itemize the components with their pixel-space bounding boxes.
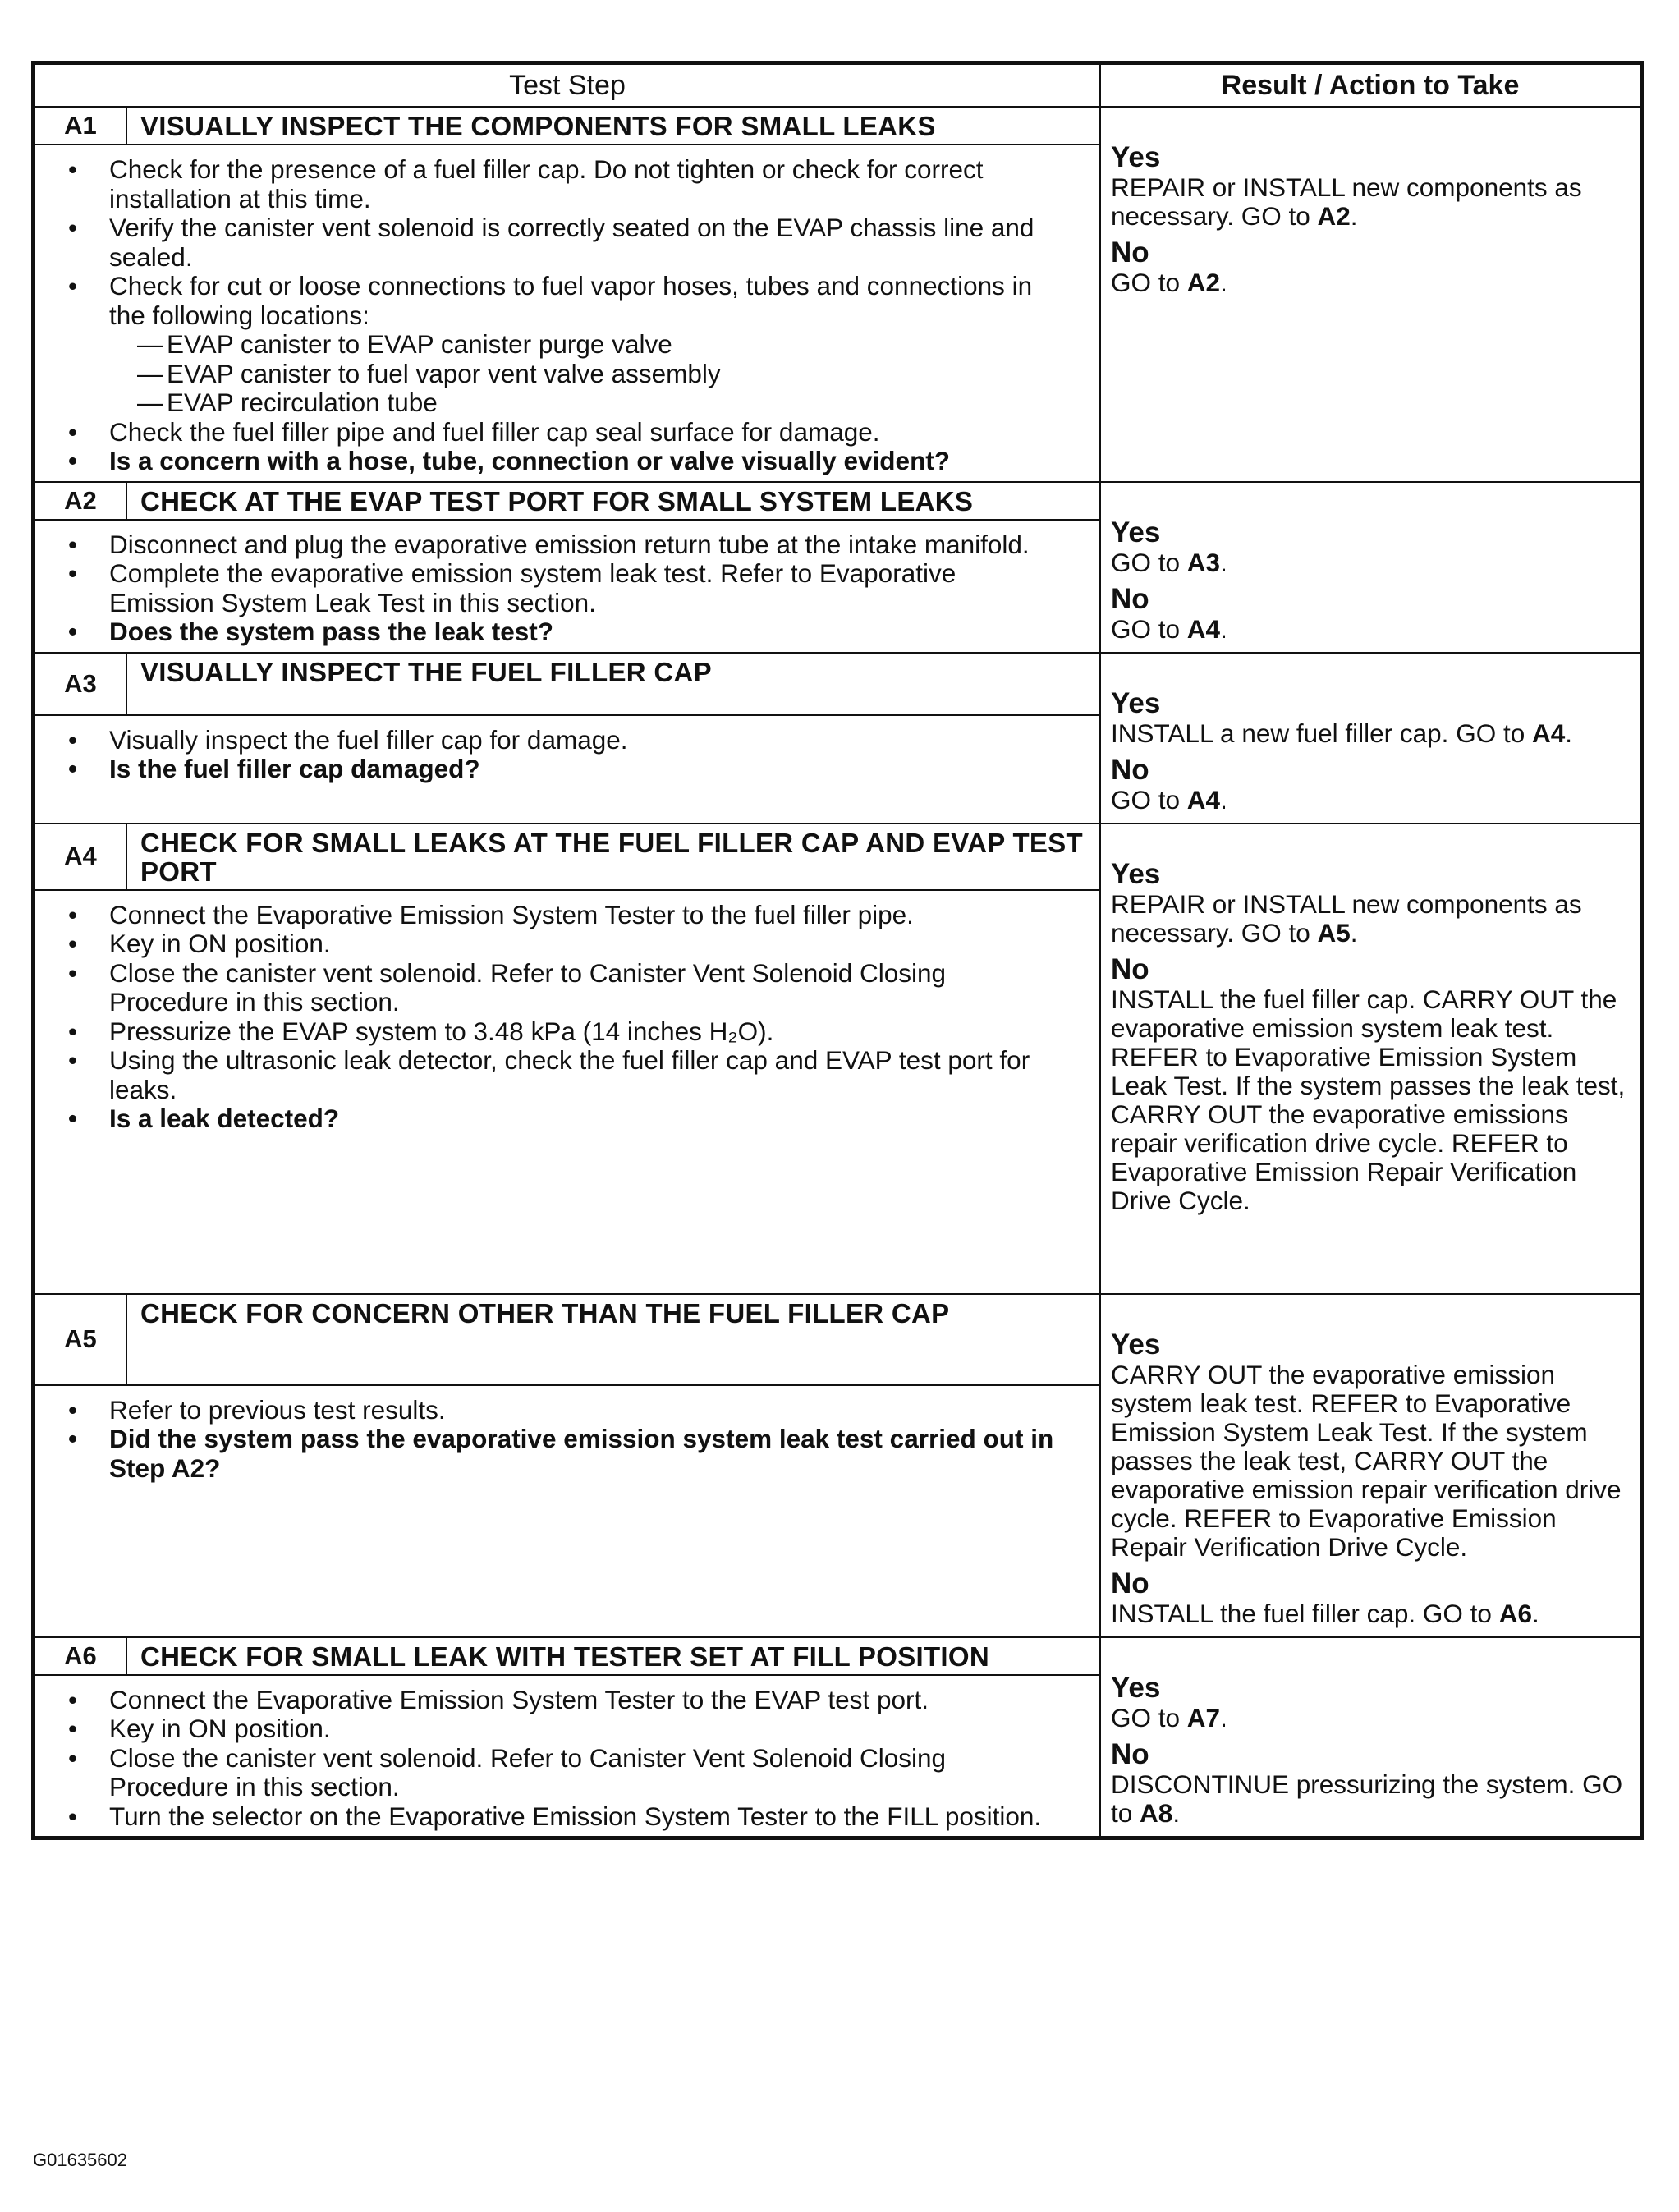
- step-list: [35, 521, 1099, 652]
- result-text: [1111, 268, 1633, 297]
- result-text: [1111, 615, 1633, 644]
- result-action: GO to: [1111, 547, 1187, 577]
- bullet-item: • Close the canister vent solenoid. Refer to Canister Vent Solenoid Closing Procedure in this section.: [109, 959, 1067, 1017]
- step-body: [34, 520, 1100, 653]
- table-header-row: [34, 64, 1640, 107]
- result-label: Yes: [1111, 141, 1161, 173]
- result-step-ref: A2: [1317, 201, 1351, 231]
- result-tail: .: [1220, 547, 1227, 577]
- result-tail: .: [1172, 1797, 1181, 1828]
- step-title: VISUALLY INSPECT THE FUEL FILLER CAP: [126, 653, 1100, 715]
- result-label: Yes: [1111, 516, 1161, 548]
- step-id: A1: [34, 107, 126, 145]
- result-action: INSTALL the fuel filler cap. GO to: [1111, 1598, 1499, 1628]
- bullet-item: • Disconnect and plug the evaporative emission return tube at the intake manifold.: [109, 530, 1067, 560]
- result-action: GO to: [1111, 784, 1187, 815]
- result-text: [1111, 1770, 1633, 1828]
- result-label: No: [1111, 1567, 1149, 1599]
- result-action: GO to: [1111, 268, 1187, 297]
- result-tail: .: [1220, 1702, 1227, 1732]
- bullet-item: • Refer to previous test results.: [109, 1396, 1067, 1425]
- diagnostic-table: [31, 61, 1644, 1840]
- step-result: [1100, 1294, 1640, 1637]
- result-step-ref: A6: [1498, 1598, 1532, 1628]
- question-item: • Does the system pass the leak test?: [109, 617, 1067, 647]
- step-title: VISUALLY INSPECT THE COMPONENTS FOR SMALL LEAKS: [126, 107, 1100, 145]
- result-text: [1111, 1361, 1633, 1562]
- result-step-ref: A8: [1140, 1797, 1173, 1828]
- bullet-item: • Visually inspect the fuel filler cap for damage.: [109, 726, 1067, 755]
- result-label: No: [1111, 753, 1149, 786]
- result-action: GO to: [1111, 613, 1187, 644]
- result-tail: .: [1220, 784, 1227, 815]
- result-action: GO to: [1111, 1702, 1187, 1732]
- bullet-item: • Connect the Evaporative Emission System Tester to the EVAP test port.: [109, 1686, 1067, 1715]
- step-list: [35, 1676, 1099, 1837]
- result-label: Yes: [1111, 1671, 1161, 1704]
- step-title: CHECK FOR CONCERN OTHER THAN THE FUEL FILLER CAP: [126, 1294, 1100, 1385]
- question-item: • Did the system pass the evaporative emission system leak test carried out in Step A2?: [109, 1425, 1067, 1483]
- result-label: Yes: [1111, 686, 1161, 719]
- step-title-row: [34, 482, 1640, 520]
- bullet-item: • Key in ON position.: [109, 929, 1067, 959]
- question-item: • Is a leak detected?: [109, 1104, 1067, 1134]
- result-text: [1111, 890, 1633, 948]
- step-id: A4: [34, 824, 126, 890]
- sub-item: — EVAP recirculation tube: [167, 388, 1067, 418]
- question-item: • Is the fuel filler cap damaged?: [109, 755, 1067, 784]
- result-action: REPAIR or INSTALL new components as necessary. GO to: [1111, 172, 1582, 231]
- result-header: Result / Action to Take: [1100, 64, 1640, 107]
- result-text: [1111, 985, 1633, 1215]
- result-label: No: [1111, 236, 1149, 268]
- bullet-item: • Complete the evaporative emission system leak test. Refer to Evaporative Emission System Leak Test in this section.: [109, 559, 1067, 617]
- question-item: • Is a concern with a hose, tube, connection or valve visually evident?: [109, 447, 1067, 476]
- step-title-row: [34, 653, 1640, 715]
- result-text: [1111, 1704, 1633, 1732]
- step-id: A2: [34, 482, 126, 520]
- figure-id: G01635602: [33, 2150, 127, 2170]
- result-tail: .: [1350, 917, 1358, 948]
- result-text: [1111, 1599, 1633, 1628]
- result-tail: .: [1350, 201, 1358, 231]
- step-list: [35, 145, 1099, 481]
- bullet-item: • Pressurize the EVAP system to 3.48 kPa (14 inches H₂O).: [109, 1017, 1067, 1047]
- step-title: CHECK FOR SMALL LEAK WITH TESTER SET AT FILL POSITION: [126, 1637, 1100, 1675]
- result-tail: .: [1565, 718, 1573, 748]
- step-list: [35, 1386, 1099, 1489]
- step-title-row: [34, 824, 1640, 890]
- result-text: [1111, 548, 1633, 577]
- step-title-row: [34, 1637, 1640, 1675]
- step-title-row: [34, 1294, 1640, 1385]
- result-tail: .: [1531, 1598, 1539, 1628]
- step-body: [34, 715, 1100, 824]
- step-id: A3: [34, 653, 126, 715]
- step-result: [1100, 482, 1640, 653]
- step-body: [34, 1385, 1100, 1637]
- bullet-item: • Check the fuel filler pipe and fuel filler cap seal surface for damage.: [109, 418, 1067, 447]
- step-id: A6: [34, 1637, 126, 1675]
- result-step-ref: A2: [1186, 268, 1221, 297]
- result-step-ref: A4: [1531, 718, 1566, 748]
- step-title: CHECK FOR SMALL LEAKS AT THE FUEL FILLER CAP AND EVAP TEST PORT: [126, 824, 1100, 890]
- step-list: [35, 716, 1099, 789]
- result-action: DISCONTINUE pressurizing the system. GO to: [1111, 1769, 1623, 1828]
- bullet-item: • Using the ultrasonic leak detector, check the fuel filler cap and EVAP test port for leaks.: [109, 1046, 1067, 1104]
- bullet-item: • Verify the canister vent solenoid is correctly seated on the EVAP chassis line and sealed.: [109, 213, 1067, 272]
- result-label: No: [1111, 582, 1149, 615]
- step-title: CHECK AT THE EVAP TEST PORT FOR SMALL SYSTEM LEAKS: [126, 482, 1100, 520]
- test-step-header: Test Step: [34, 64, 1100, 107]
- result-text: [1111, 173, 1633, 231]
- result-action: CARRY OUT the evaporative emission system leak test. REFER to Evaporative Emission System Leak Test. If the system passes the leak test, CARRY OUT the evaporative emission repair verification drive cycle. REFER to Evaporative Emission Repair Verification Drive Cycle.: [1111, 1359, 1622, 1562]
- step-body: [34, 145, 1100, 482]
- sub-item: — EVAP canister to fuel vapor vent valve assembly: [167, 360, 1067, 389]
- sub-item: — EVAP canister to EVAP canister purge valve: [167, 330, 1067, 360]
- result-step-ref: A4: [1186, 784, 1221, 815]
- bullet-item: • Connect the Evaporative Emission System Tester to the fuel filler pipe.: [109, 901, 1067, 930]
- result-step-ref: A3: [1186, 547, 1221, 577]
- bullet-item: • Key in ON position.: [109, 1714, 1067, 1744]
- test-step-table: [34, 63, 1641, 1838]
- result-action: INSTALL the fuel filler cap. CARRY OUT the evaporative emission system leak test. REFER to Evaporative Emission System Leak Test. If the system passes the leak test, CARRY OUT the evaporative emissions repair verification drive cycle. REFER to Evaporative Emission Repair Verification Drive Cycle.: [1111, 984, 1626, 1215]
- step-result: [1100, 824, 1640, 1294]
- result-step-ref: A4: [1186, 613, 1221, 644]
- step-body: [34, 1675, 1100, 1838]
- step-result: [1100, 1637, 1640, 1838]
- result-step-ref: A5: [1317, 917, 1351, 948]
- result-step-ref: A7: [1186, 1702, 1221, 1732]
- step-result: [1100, 107, 1640, 482]
- result-text: [1111, 719, 1633, 748]
- step-list: [35, 891, 1099, 1139]
- result-label: No: [1111, 1737, 1149, 1770]
- bullet-item: • Check for the presence of a fuel filler cap. Do not tighten or check for correct installation at this time.: [109, 155, 1067, 213]
- result-tail: .: [1220, 268, 1227, 297]
- step-result: [1100, 653, 1640, 824]
- result-label: Yes: [1111, 1328, 1161, 1361]
- step-body: [34, 890, 1100, 1294]
- result-action: REPAIR or INSTALL new components as necessary. GO to: [1111, 888, 1582, 948]
- result-text: [1111, 786, 1633, 815]
- step-title-row: [34, 107, 1640, 145]
- result-label: No: [1111, 952, 1149, 985]
- bullet-item: • Turn the selector on the Evaporative Emission System Tester to the FILL position.: [109, 1802, 1067, 1832]
- step-id: A5: [34, 1294, 126, 1385]
- result-action: INSTALL a new fuel filler cap. GO to: [1111, 718, 1532, 748]
- result-tail: .: [1220, 613, 1227, 644]
- bullet-item: • Check for cut or loose connections to fuel vapor hoses, tubes and connections in the following locations:: [109, 272, 1067, 330]
- bullet-item: • Close the canister vent solenoid. Refer to Canister Vent Solenoid Closing Procedure in this section.: [109, 1744, 1067, 1802]
- result-label: Yes: [1111, 857, 1161, 890]
